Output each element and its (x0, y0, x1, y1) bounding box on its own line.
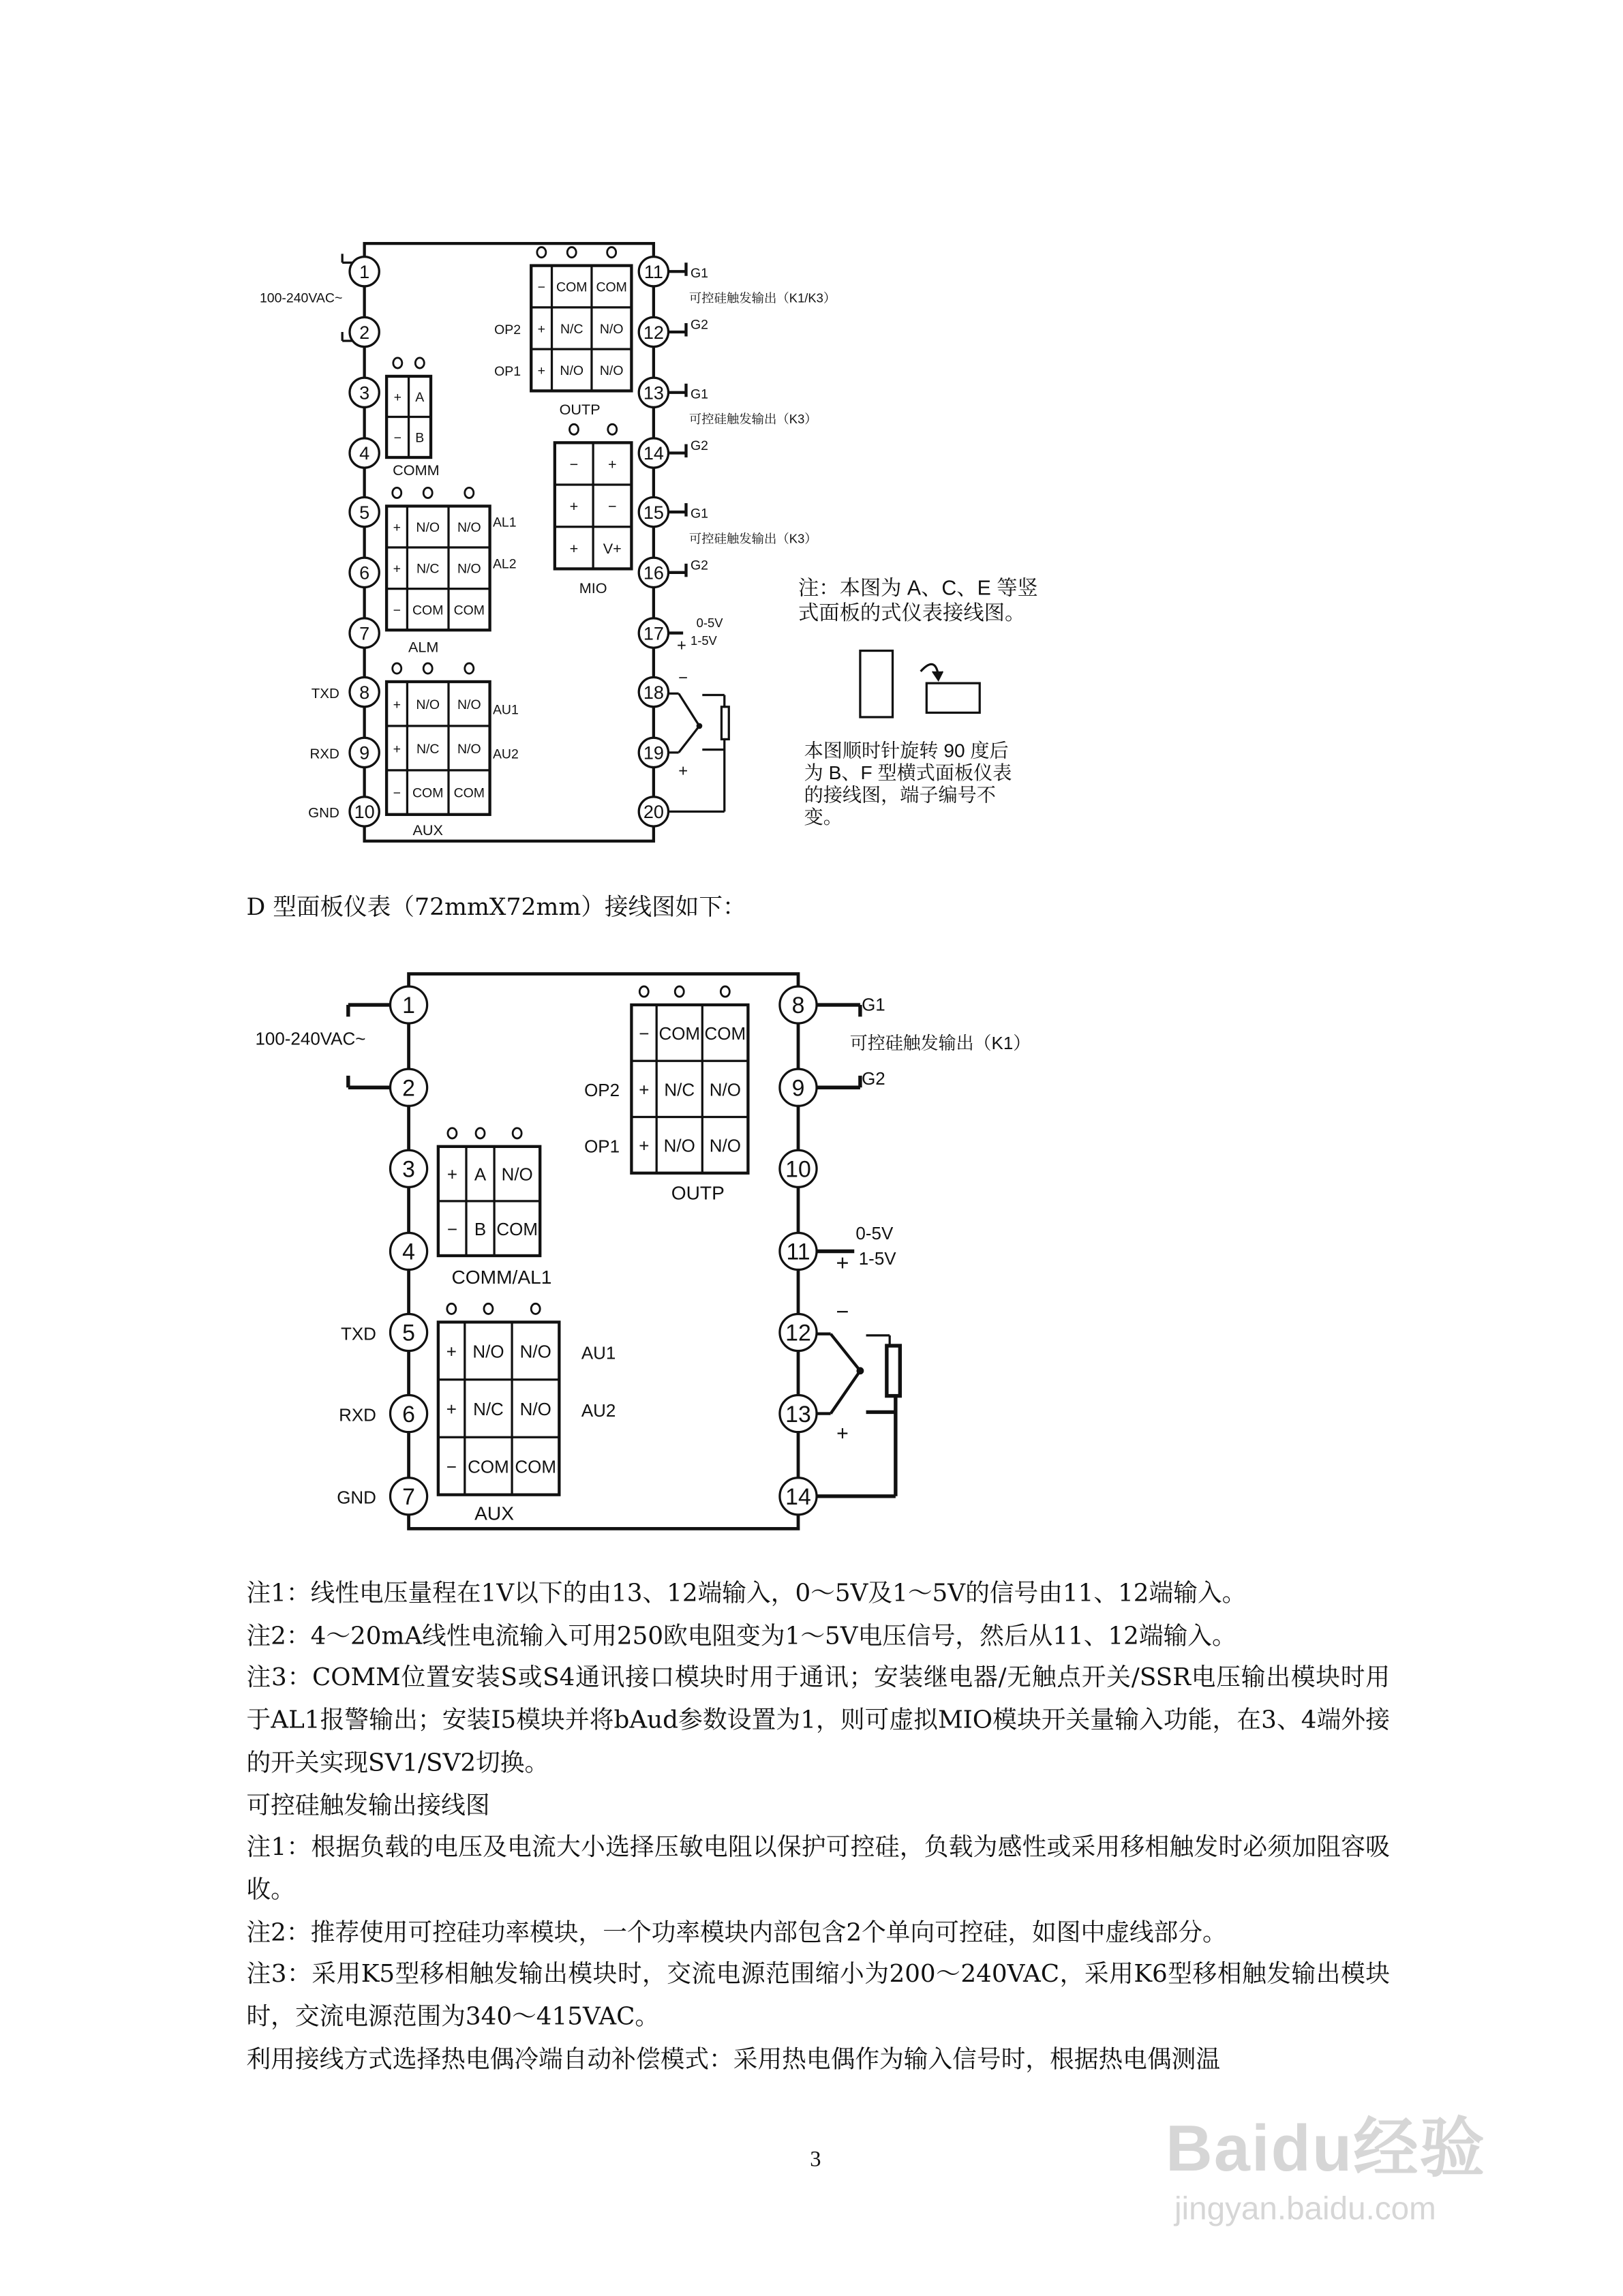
led-indicator (608, 424, 617, 434)
alm-cell: N/O (457, 561, 481, 577)
wire (679, 726, 699, 753)
mio-cell: − (569, 455, 579, 473)
aux-cell: COM (515, 1456, 557, 1477)
led-indicator (567, 247, 576, 258)
terminal-number: 5 (359, 502, 370, 523)
scr-note-1: 注1：根据负载的电压及电流大小选择压敏电阻以保护可控硅，负载为感性或采用移相触发时必须加阻容吸收。 (246, 1832, 1390, 1904)
alm-cell: N/O (457, 520, 481, 536)
terminal-number: 3 (359, 382, 370, 404)
led-indicator (393, 487, 401, 498)
outp-cell: + (537, 321, 546, 337)
voltage-label: 1-5V (690, 633, 717, 648)
voltage-label: 0-5V (855, 1223, 894, 1244)
terminal-number: 4 (359, 443, 370, 464)
outp-row-label: OP1 (494, 364, 521, 380)
led-indicator (639, 986, 648, 997)
comm-al1-cell: A (474, 1164, 487, 1185)
aux-side-label: AU1 (581, 1342, 616, 1363)
led-indicator (465, 663, 474, 674)
aux-cell: COM (468, 1456, 509, 1477)
outp-cell: + (639, 1079, 650, 1100)
rotation-note: 本图顺时针旋转 90 度后 (804, 740, 1009, 761)
note-3: 注3：COMM位置安装S或S4通讯接口模块时用于通讯；安装继电器/无触点开关/SSR电压输出模块时用于AL1报警输出；安装I5模块并将bAud参数设置为1，则可虚拟MIO模块开关量输入功能，在3、4端外接的开关实现SV1/SV2切换。 (246, 1663, 1390, 1777)
terminal-number: 1 (359, 262, 370, 283)
outp-label: OUTP (559, 401, 601, 419)
voltage-label: 1-5V (858, 1248, 896, 1269)
gate-label: G2 (690, 558, 708, 573)
comm-al1-cell: B (474, 1218, 487, 1239)
aux-side-label: AU2 (581, 1400, 616, 1421)
gate-label: G1 (690, 387, 708, 402)
terminal-number: 19 (643, 742, 664, 764)
mio-cell: V+ (603, 539, 622, 557)
power-label: 100-240VAC~ (259, 290, 343, 306)
outp-cell: N/O (599, 321, 624, 337)
terminal-number: 16 (643, 562, 664, 584)
signal-label-rxd: RXD (309, 746, 339, 762)
scr-section-title: 可控硅触发输出接线图 (246, 1790, 490, 1819)
outp-cell: N/O (599, 363, 624, 379)
notes-section (246, 1573, 1389, 2081)
terminal-number: 8 (791, 993, 805, 1019)
comm-al1-cell: + (446, 1164, 458, 1185)
aux-cell: N/C (473, 1398, 504, 1419)
terminal-number: 15 (643, 502, 664, 523)
aux-cell: + (393, 697, 401, 712)
led-indicator (447, 1303, 456, 1314)
led-indicator (675, 986, 684, 997)
terminal-number: 3 (402, 1156, 415, 1183)
outp-cell: COM (658, 1023, 701, 1044)
terminal-number: 12 (785, 1320, 811, 1346)
outp-cell: COM (704, 1023, 746, 1044)
led-indicator (448, 1128, 457, 1138)
terminal-number: 6 (359, 562, 370, 584)
terminal-number: 13 (643, 382, 664, 404)
alm-side-label: AL1 (492, 515, 517, 530)
aux-cell: N/O (519, 1398, 551, 1419)
rotation-note: 的接线图，端子编号不 (804, 784, 996, 806)
aux-cell: + (446, 1398, 457, 1419)
scr-note-2: 注2：推荐使用可控硅功率模块，一个功率模块内部包含2个单向可控硅，如图中虚线部分。 (246, 1918, 1227, 1946)
gate-label: G2 (690, 317, 708, 333)
mio-label: MIO (579, 579, 607, 597)
page-number: 3 (810, 2148, 821, 2173)
vertical-panel-note: 注：本图为 A、C、E 等竖 (798, 577, 1038, 600)
aux-label: AUX (412, 821, 443, 839)
outp-row-label: OP1 (584, 1136, 620, 1157)
terminal-number: 9 (359, 742, 370, 764)
comm-cell: − (393, 430, 402, 446)
alm-cell: − (393, 603, 401, 618)
terminal-number: 11 (643, 262, 663, 283)
signal-label-txd: TXD (311, 685, 339, 701)
gate-label: G1 (690, 506, 708, 522)
terminal-number: 2 (402, 1075, 415, 1102)
thermo-minus: − (836, 1299, 849, 1325)
led-indicator (423, 663, 432, 674)
comm-al1-label: COMM/AL1 (451, 1267, 552, 1288)
scr-output-label: 可控硅触发输出（K3） (688, 412, 817, 427)
note-2: 注2：4～20mA线性电流输入可用250欧电阻变为1～5V电压信号，然后从11、12端输入。 (246, 1621, 1237, 1650)
led-indicator (569, 424, 578, 434)
junction-dot (697, 723, 703, 729)
led-indicator (531, 1303, 540, 1314)
voltage-plus: + (677, 636, 686, 655)
aux-cell: N/O (457, 741, 481, 757)
alm-side-label: AL2 (492, 556, 517, 572)
rotate-arrow-head-icon (932, 671, 943, 680)
led-indicator (721, 986, 729, 997)
terminal-number: 20 (643, 802, 664, 823)
terminal-number: 14 (643, 443, 664, 464)
signal-label-gnd: GND (337, 1487, 376, 1508)
mio-cell: + (607, 455, 617, 473)
aux-cell: + (446, 1341, 457, 1362)
terminal-number: 10 (354, 802, 375, 823)
outp-cell: N/O (709, 1079, 741, 1100)
terminal-number: 9 (791, 1075, 805, 1102)
aux-cell: N/O (519, 1341, 551, 1362)
comm-cell: A (415, 390, 425, 406)
comm-al1-cell: COM (496, 1218, 538, 1239)
aux-label: AUX (474, 1502, 515, 1524)
scr-output-label: 可控硅触发输出（K1/K3） (688, 290, 836, 305)
terminal-number: 7 (359, 623, 370, 644)
junction-dot (856, 1367, 864, 1374)
thermo-plus: + (836, 1422, 849, 1445)
wire (679, 693, 699, 726)
horizontal-panel-icon (926, 683, 980, 712)
outp-cell: N/C (664, 1079, 695, 1100)
signal-label-gnd: GND (308, 805, 339, 821)
gate-label: G2 (690, 438, 708, 454)
gate-label: G2 (862, 1068, 885, 1089)
terminal-number: 6 (402, 1401, 415, 1428)
aux-side-label: AU1 (492, 702, 519, 718)
baidu-watermark (1166, 2096, 1486, 2229)
gate-label: G1 (690, 265, 708, 281)
alm-cell: N/C (416, 561, 440, 577)
thermocouple-paragraph: 利用接线方式选择热电偶冷端自动补偿模式：采用热电偶作为输入信号时，根据热电偶测温 (246, 2044, 1221, 2073)
mio-cell: + (569, 539, 579, 557)
led-indicator (537, 247, 546, 258)
terminal-number: 8 (359, 682, 370, 703)
outp-cell: + (639, 1135, 650, 1156)
terminal-number: 13 (785, 1401, 811, 1428)
outp-label: OUTP (671, 1182, 725, 1204)
led-indicator (465, 487, 474, 498)
outp-cell: − (537, 280, 546, 295)
comm-al1-cell: − (446, 1218, 458, 1239)
terminal-number: 4 (402, 1239, 415, 1265)
d-panel-heading: D 型面板仪表（72mmX72mm）接线图如下： (246, 892, 746, 921)
aux-cell: COM (412, 785, 444, 801)
rotation-note: 为 B、F 型横式面板仪表 (804, 761, 1012, 783)
comm-al1-cell: N/O (501, 1164, 533, 1185)
outp-cell: N/O (663, 1135, 695, 1156)
terminal-number: 14 (785, 1483, 811, 1510)
signal-label-txd: TXD (341, 1323, 376, 1344)
aux-cell: N/O (416, 697, 440, 712)
alm-cell: COM (412, 603, 444, 618)
led-indicator (513, 1128, 521, 1138)
alm-cell: N/O (416, 520, 440, 536)
outp-cell: − (639, 1023, 650, 1044)
outp-cell: N/C (560, 321, 583, 337)
outp-cell: COM (556, 280, 588, 295)
mio-cell: + (569, 498, 579, 515)
aux-cell: N/C (416, 741, 440, 757)
aux-cell: − (446, 1456, 457, 1477)
gate-label: G1 (862, 994, 885, 1015)
terminal-number: 1 (402, 993, 415, 1019)
terminal-number: 11 (786, 1239, 810, 1265)
comm-cell: B (415, 430, 425, 446)
aux-cell: N/O (472, 1341, 504, 1362)
aux-cell: N/O (457, 697, 481, 712)
wire (831, 1334, 860, 1371)
alm-cell: + (393, 520, 401, 536)
resistor-icon (887, 1346, 900, 1396)
outp-cell: COM (596, 280, 627, 295)
mio-cell: − (607, 498, 617, 515)
led-indicator (607, 247, 616, 258)
aux-cell: + (393, 741, 401, 757)
led-indicator (393, 663, 401, 674)
led-indicator (415, 358, 424, 368)
comm-cell: + (393, 390, 402, 406)
scr-output-label: 可控硅触发输出（K3） (688, 531, 817, 546)
watermark-logo: Baidu经验 (1165, 2113, 1487, 2186)
resistor-icon (721, 707, 729, 740)
led-indicator (476, 1128, 485, 1138)
terminal-number: 12 (643, 322, 664, 343)
aux-cell: COM (453, 785, 485, 801)
outp-row-label: OP2 (494, 322, 521, 337)
thermo-plus: + (678, 761, 688, 781)
rotation-note: 变。 (804, 806, 843, 828)
note-1: 注1：线性电压量程在1V以下的由13、12端输入，0～5V及1～5V的信号由11、12端输入。 (246, 1579, 1247, 1607)
led-indicator (393, 358, 402, 368)
led-indicator (484, 1303, 493, 1314)
aux-side-label: AU2 (492, 746, 519, 762)
alm-cell: + (393, 561, 401, 577)
signal-label-rxd: RXD (339, 1404, 376, 1425)
outp-cell: N/O (560, 363, 584, 379)
outp-row-label: OP2 (584, 1080, 620, 1101)
thermo-minus: − (678, 669, 688, 688)
alm-cell: COM (453, 603, 485, 618)
terminal-number: 2 (359, 322, 370, 343)
terminal-number: 5 (402, 1320, 415, 1346)
outp-cell: N/O (709, 1135, 741, 1156)
wire (831, 1371, 860, 1414)
terminal-number: 10 (785, 1156, 811, 1183)
voltage-label: 0-5V (696, 615, 723, 630)
watermark-url: jingyan.baidu.com (1174, 2190, 1436, 2227)
alm-label: ALM (408, 638, 439, 656)
power-label: 100-240VAC~ (255, 1028, 366, 1049)
outp-cell: + (537, 363, 546, 379)
terminal-number: 17 (643, 623, 664, 644)
aux-cell: − (393, 785, 401, 801)
vertical-panel-icon (860, 651, 893, 717)
vertical-panel-note: 式面板的式仪表接线图。 (798, 602, 1026, 625)
scr-output-label: 可控硅触发输出（K1） (849, 1032, 1031, 1053)
comm-label: COMM (393, 461, 440, 479)
terminal-number: 7 (402, 1483, 415, 1510)
terminal-number: 18 (643, 682, 664, 703)
led-indicator (423, 487, 432, 498)
scr-note-3: 注3：采用K5型移相触发输出模块时，交流电源范围缩小为200～240VAC，采用K6型移相触发输出模块时，交流电源范围为340～415VAC。 (246, 1960, 1390, 2031)
voltage-plus: + (836, 1250, 849, 1275)
